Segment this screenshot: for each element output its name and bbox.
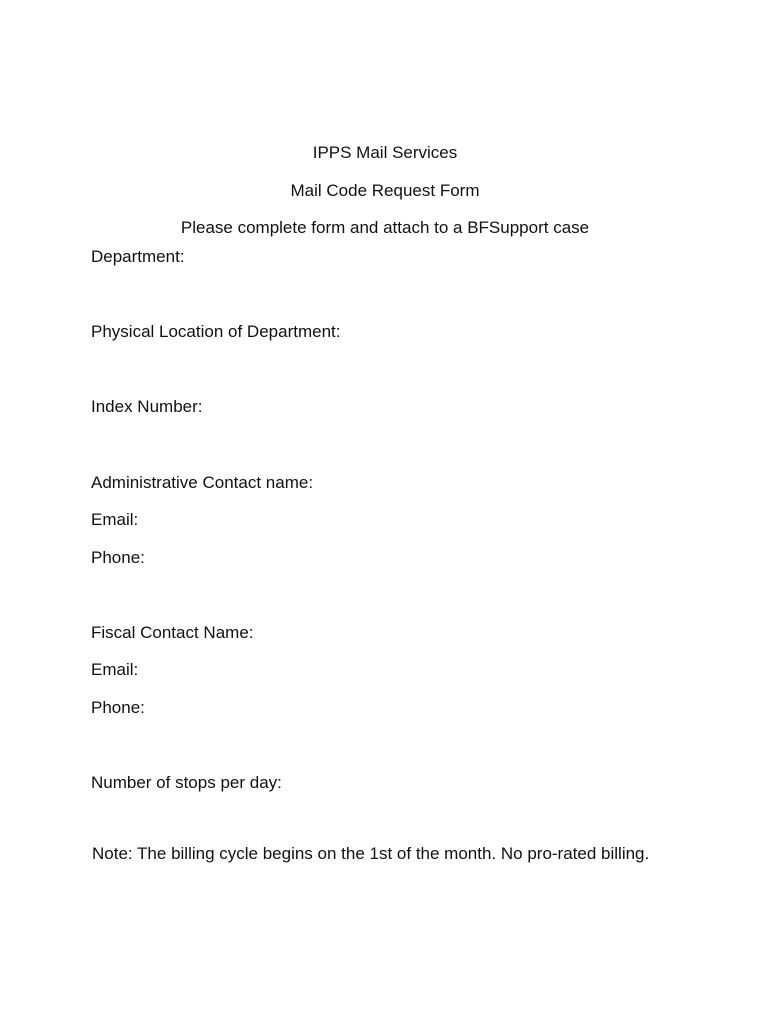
billing-note: Note: The billing cycle begins on the 1st of the month. No pro-rated billing. <box>92 844 650 863</box>
fiscal-contact-name-label: Fiscal Contact Name: <box>91 623 254 642</box>
organization-heading: IPPS Mail Services <box>312 143 458 162</box>
index-number-label: Index Number: <box>91 397 203 416</box>
admin-contact-name-label: Administrative Contact name: <box>91 473 314 492</box>
admin-email-label: Email: <box>91 510 139 529</box>
form-instruction: Please complete form and attach to a BFSupport case <box>180 218 590 237</box>
fiscal-phone-label: Phone: <box>91 698 145 717</box>
form-title: Mail Code Request Form <box>290 181 480 200</box>
fiscal-email-label: Email: <box>91 660 139 679</box>
admin-phone-label: Phone: <box>91 548 145 567</box>
department-label: Department: <box>91 247 185 266</box>
stops-per-day-label: Number of stops per day: <box>91 773 282 792</box>
physical-location-label: Physical Location of Department: <box>91 322 341 341</box>
